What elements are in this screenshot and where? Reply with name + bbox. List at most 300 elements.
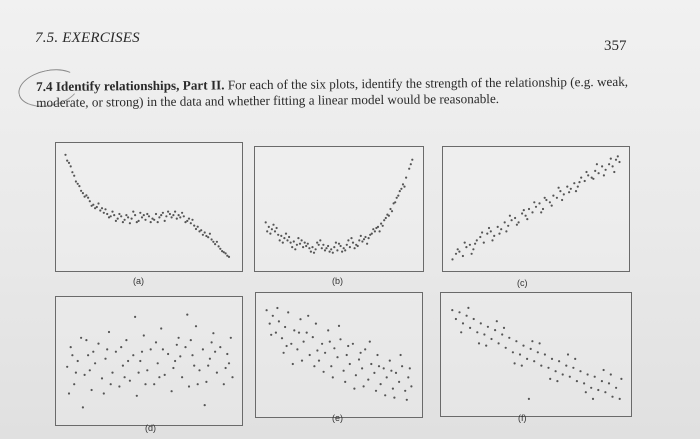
scatter-point — [474, 243, 476, 245]
scatter-point — [303, 341, 305, 343]
scatter-plot-d-svg — [56, 297, 242, 425]
scatter-point — [91, 389, 93, 391]
scatter-point — [603, 369, 605, 371]
scatter-point — [455, 318, 457, 320]
scatter-point — [610, 373, 612, 375]
scatter-point — [75, 180, 77, 182]
scatter-point — [71, 171, 73, 173]
scatter-point — [216, 241, 218, 243]
scatter-point — [265, 221, 267, 223]
scatter-point — [333, 347, 335, 349]
plot-label-f: (f) — [518, 413, 527, 423]
scatter-point — [559, 190, 561, 192]
scatter-point — [376, 354, 378, 356]
scatter-point — [361, 367, 363, 369]
scatter-point — [535, 206, 537, 208]
scatter-point — [466, 315, 468, 317]
scatter-point — [78, 185, 80, 187]
scatter-point — [338, 325, 340, 327]
scatter-point — [384, 394, 386, 396]
exercise-text: For each of the six plots, identify the strength of the relationship (e.g. weak, moderate, or strong) in the data and whether fitting a linear model would be reasonable. — [36, 73, 629, 110]
scatter-point — [204, 404, 206, 406]
scatter-point — [360, 235, 362, 237]
scatter-point — [301, 360, 303, 362]
scatter-point — [188, 385, 190, 387]
scatter-point — [613, 171, 615, 173]
scatter-point — [219, 346, 221, 348]
scatter-point — [275, 332, 277, 334]
scatter-point — [136, 395, 138, 397]
scatter-point — [491, 239, 493, 241]
scatter-point — [138, 372, 140, 374]
scatter-point — [549, 378, 551, 380]
scatter-point — [537, 351, 539, 353]
scatter-point — [497, 226, 499, 228]
scatter-point — [394, 201, 396, 203]
scatter-point — [176, 218, 178, 220]
scatter-point — [274, 230, 276, 232]
scatter-point — [352, 242, 354, 244]
scatter-point — [97, 202, 99, 204]
scatter-point — [293, 329, 295, 331]
scatter-point — [122, 365, 124, 367]
scatter-point — [562, 373, 564, 375]
scatter-point — [512, 351, 514, 353]
scatter-point — [129, 380, 131, 382]
scatter-point — [458, 251, 460, 253]
scatter-point — [577, 186, 579, 188]
scatter-point — [228, 362, 230, 364]
scatter-point — [336, 356, 338, 358]
scatter-plot-a-svg — [56, 143, 242, 271]
scatter-point — [329, 341, 331, 343]
scatter-point — [266, 309, 268, 311]
scatter-point — [327, 329, 329, 331]
scatter-point — [324, 352, 326, 354]
scatter-point — [322, 244, 324, 246]
scatter-point — [280, 235, 282, 237]
scatter-point — [400, 354, 402, 356]
scatter-point — [598, 172, 600, 174]
scatter-point — [469, 327, 471, 329]
scatter-point — [297, 237, 299, 239]
scatter-point — [343, 370, 345, 372]
scatter-point — [410, 163, 412, 165]
scatter-point — [547, 367, 549, 369]
scatter-point — [392, 388, 394, 390]
scatter-point — [496, 320, 498, 322]
scatter-point — [66, 160, 68, 162]
scatter-point — [153, 383, 155, 385]
scatter-point — [608, 163, 610, 165]
scatter-point — [124, 376, 126, 378]
scatter-point — [596, 163, 598, 165]
scatter-point — [179, 216, 181, 218]
scatter-point — [284, 326, 286, 328]
scatter-point — [111, 372, 113, 374]
scatter-point — [209, 358, 211, 360]
scatter-point — [460, 331, 462, 333]
scatter-point — [92, 351, 94, 353]
scatter-point — [521, 212, 523, 214]
scatter-point — [480, 322, 482, 324]
scatter-point — [285, 233, 287, 235]
scatter-point — [134, 316, 136, 318]
scatter-point — [164, 220, 166, 222]
scatter-point — [483, 242, 485, 244]
scatter-point — [165, 215, 167, 217]
scatter-point — [318, 244, 320, 246]
scatter-point — [544, 353, 546, 355]
scatter-point — [343, 247, 345, 249]
scatter-point — [209, 233, 211, 235]
scatter-point — [410, 385, 412, 387]
scatter-point — [375, 227, 377, 229]
scatter-point — [71, 354, 73, 356]
scatter-point — [552, 195, 554, 197]
scatter-point — [570, 188, 572, 190]
scatter-point — [612, 165, 614, 167]
scatter-point — [575, 190, 577, 192]
scatter-point — [558, 187, 560, 189]
scatter-point — [344, 249, 346, 251]
scatter-point — [398, 381, 400, 383]
scatter-point — [269, 323, 271, 325]
scatter-point — [272, 315, 274, 317]
scatter-point — [172, 214, 174, 216]
scatter-point — [117, 218, 119, 220]
scatter-point — [363, 238, 365, 240]
scatter-point — [458, 311, 460, 313]
scatter-point — [488, 227, 490, 229]
scatter-point — [619, 398, 621, 400]
scatter-point — [402, 183, 404, 185]
scatter-point — [505, 347, 507, 349]
scatter-point — [223, 251, 225, 253]
scatter-point — [174, 211, 176, 213]
scatter-point — [157, 362, 159, 364]
scatter-point — [403, 186, 405, 188]
scatter-point — [85, 339, 87, 341]
scatter-point — [375, 390, 377, 392]
scatter-point — [528, 208, 530, 210]
scatter-point — [617, 155, 619, 157]
scatter-point — [407, 376, 409, 378]
scatter-point — [451, 258, 453, 260]
scatter-point — [349, 246, 351, 248]
scatter-point — [115, 220, 117, 222]
scatter-point — [498, 233, 500, 235]
scatter-point — [82, 192, 84, 194]
scatter-point — [190, 222, 192, 224]
scatter-point — [386, 376, 388, 378]
scatter-point — [490, 230, 492, 232]
scatter-point — [561, 199, 563, 201]
scatter-point — [304, 242, 306, 244]
scatter-point — [198, 230, 200, 232]
scatter-point — [296, 244, 298, 246]
scatter-point — [144, 219, 146, 221]
scatter-point — [225, 367, 227, 369]
scatter-point — [611, 396, 613, 398]
scatter-point — [181, 376, 183, 378]
scatter-point — [533, 360, 535, 362]
scatter-point — [368, 237, 370, 239]
scatter-point — [608, 382, 610, 384]
scatter-point — [364, 236, 366, 238]
scatter-point — [178, 337, 180, 339]
scatter-point — [540, 211, 542, 213]
scatter-point — [476, 331, 478, 333]
scatter-point — [77, 183, 79, 185]
scatter-point — [150, 221, 152, 223]
scatter-point — [64, 154, 66, 156]
scatter-point — [138, 220, 140, 222]
scatter-point — [292, 363, 294, 365]
scatter-point — [211, 238, 213, 240]
scatter-point — [178, 214, 180, 216]
scatter-point — [68, 162, 70, 164]
scatter-point — [487, 326, 489, 328]
scatter-point — [70, 165, 72, 167]
scatter-point — [526, 218, 528, 220]
scatter-point — [124, 219, 126, 221]
scatter-point — [202, 234, 204, 236]
scatter-point — [615, 387, 617, 389]
scatter-point — [298, 332, 300, 334]
scatter-point — [380, 223, 382, 225]
scatter-point — [545, 199, 547, 201]
scatter-point — [270, 334, 272, 336]
scatter-point — [193, 225, 195, 227]
scatter-point — [195, 325, 197, 327]
scatter-point — [212, 241, 214, 243]
scatter-point — [184, 221, 186, 223]
scatter-point — [400, 188, 402, 190]
scatter-point — [104, 208, 106, 210]
scatter-point — [89, 200, 91, 202]
scatter-point — [313, 365, 315, 367]
scatter-point — [176, 344, 178, 346]
scatter-point — [411, 159, 413, 161]
scatter-point — [364, 348, 366, 350]
scatter-point — [94, 362, 96, 364]
scatter-point — [563, 193, 565, 195]
scatter-point — [455, 253, 457, 255]
scatter-point — [315, 248, 317, 250]
scatter-point — [341, 251, 343, 253]
scatter-point — [197, 226, 199, 228]
scatter-plot-e-svg — [256, 293, 422, 417]
scatter-point — [299, 243, 301, 245]
scatter-point — [205, 381, 207, 383]
scatter-point — [585, 171, 587, 173]
scatter-point — [167, 211, 169, 213]
scatter-point — [397, 195, 399, 197]
scatter-point — [169, 213, 171, 215]
scatter-plot-c-svg — [443, 147, 629, 271]
scatter-point — [567, 353, 569, 355]
scatter-point — [276, 307, 278, 309]
scatter-point — [516, 224, 518, 226]
scatter-point — [125, 339, 127, 341]
scatter-point — [603, 174, 605, 176]
scatter-point — [207, 365, 209, 367]
scatter-point — [528, 398, 530, 400]
scatter-point — [525, 215, 527, 217]
scatter-point — [523, 209, 525, 211]
scatter-point — [358, 239, 360, 241]
scatter-point — [113, 214, 115, 216]
scatter-point — [319, 239, 321, 241]
scatter-point — [305, 245, 307, 247]
scatter-point — [286, 345, 288, 347]
scatter-point — [99, 209, 101, 211]
scatter-point — [369, 341, 371, 343]
scatter-point — [286, 239, 288, 241]
scatter-point — [290, 343, 292, 345]
scatter-point — [283, 352, 285, 354]
scatter-point — [385, 217, 387, 219]
scatter-point — [80, 190, 82, 192]
plot-label-e: (e) — [332, 413, 343, 423]
scatter-point — [132, 354, 134, 356]
scatter-point — [179, 355, 181, 357]
scatter-point — [514, 217, 516, 219]
scatter-point — [308, 247, 310, 249]
scatter-point — [583, 382, 585, 384]
scatter-point — [367, 379, 369, 381]
scatter-point — [531, 211, 533, 213]
scatter-point — [318, 360, 320, 362]
scatter-point — [278, 320, 280, 322]
scatter-point — [129, 222, 131, 224]
scatter-point — [578, 181, 580, 183]
scatter-point — [378, 365, 380, 367]
scatter-point — [84, 374, 86, 376]
scatter-point — [287, 311, 289, 313]
scatter-point — [214, 351, 216, 353]
scatter-point — [590, 387, 592, 389]
scatter-point — [312, 336, 314, 338]
scatter-point — [538, 202, 540, 204]
scatter-point — [544, 197, 546, 199]
scatter-point — [184, 346, 186, 348]
scatter-point — [355, 374, 357, 376]
scatter-point — [330, 248, 332, 250]
scatter-point — [164, 374, 166, 376]
scatter-point — [91, 205, 93, 207]
scatter-point — [218, 245, 220, 247]
scatter-point — [323, 371, 325, 373]
scatter-point — [462, 255, 464, 257]
scatter-point — [340, 245, 342, 247]
scatter-point — [498, 342, 500, 344]
scatter-point — [508, 337, 510, 339]
scatter-point — [212, 332, 214, 334]
scatter-point — [202, 348, 204, 350]
scatter-point — [514, 362, 516, 364]
scatter-point — [186, 314, 188, 316]
scatter-point — [555, 370, 557, 372]
scatter-point — [283, 237, 285, 239]
scatter-point — [282, 242, 284, 244]
scatter-point — [472, 248, 474, 250]
scatter-point — [370, 363, 372, 365]
scatter-point — [372, 228, 374, 230]
scatter-point — [540, 365, 542, 367]
scatter-point — [155, 341, 157, 343]
scatter-point — [106, 348, 108, 350]
scatter-point — [389, 208, 391, 210]
scatter-point — [330, 365, 332, 367]
scatter-point — [597, 389, 599, 391]
scatter-point — [279, 239, 281, 241]
scatter-point — [349, 363, 351, 365]
scatter-point — [97, 343, 99, 345]
scatter-point — [522, 345, 524, 347]
scatter-point — [473, 318, 475, 320]
scatter-point — [457, 248, 459, 250]
scatter-point — [294, 248, 296, 250]
scatter-point — [549, 201, 551, 203]
scatter-plot-f — [440, 292, 632, 417]
scatter-point — [110, 383, 112, 385]
scatter-point — [290, 242, 292, 244]
scatter-point — [195, 228, 197, 230]
scatter-point — [162, 348, 164, 350]
scatter-point — [73, 175, 75, 177]
scatter-point — [68, 392, 70, 394]
scatter-point — [186, 220, 188, 222]
scatter-point — [383, 219, 385, 221]
scatter-plot-a — [55, 142, 243, 272]
scatter-point — [505, 230, 507, 232]
scatter-point — [266, 230, 268, 232]
scatter-point — [610, 158, 612, 160]
scatter-point — [551, 358, 553, 360]
scatter-plot-e — [255, 292, 423, 418]
scatter-point — [618, 161, 620, 163]
scatter-point — [73, 383, 75, 385]
scatter-point — [521, 365, 523, 367]
scatter-point — [204, 231, 206, 233]
scatter-point — [501, 333, 503, 335]
scatter-point — [144, 383, 146, 385]
scatter-point — [408, 168, 410, 170]
scatter-point — [226, 353, 228, 355]
scatter-point — [476, 239, 478, 241]
scatter-point — [167, 353, 169, 355]
scatter-point — [316, 349, 318, 351]
scatter-point — [325, 247, 327, 249]
scatter-point — [346, 354, 348, 356]
scatter-point — [601, 165, 603, 167]
scatter-point — [391, 210, 393, 212]
scatter-point — [75, 372, 77, 374]
scatter-point — [226, 255, 228, 257]
scatter-point — [374, 230, 376, 232]
scatter-point — [393, 397, 395, 399]
scatter-point — [336, 249, 338, 251]
scatter-point — [615, 159, 617, 161]
scatter-point — [558, 360, 560, 362]
scatter-point — [211, 341, 213, 343]
scatter-point — [276, 227, 278, 229]
scatter-point — [120, 346, 122, 348]
scatter-point — [205, 235, 207, 237]
scatter-point — [158, 216, 160, 218]
